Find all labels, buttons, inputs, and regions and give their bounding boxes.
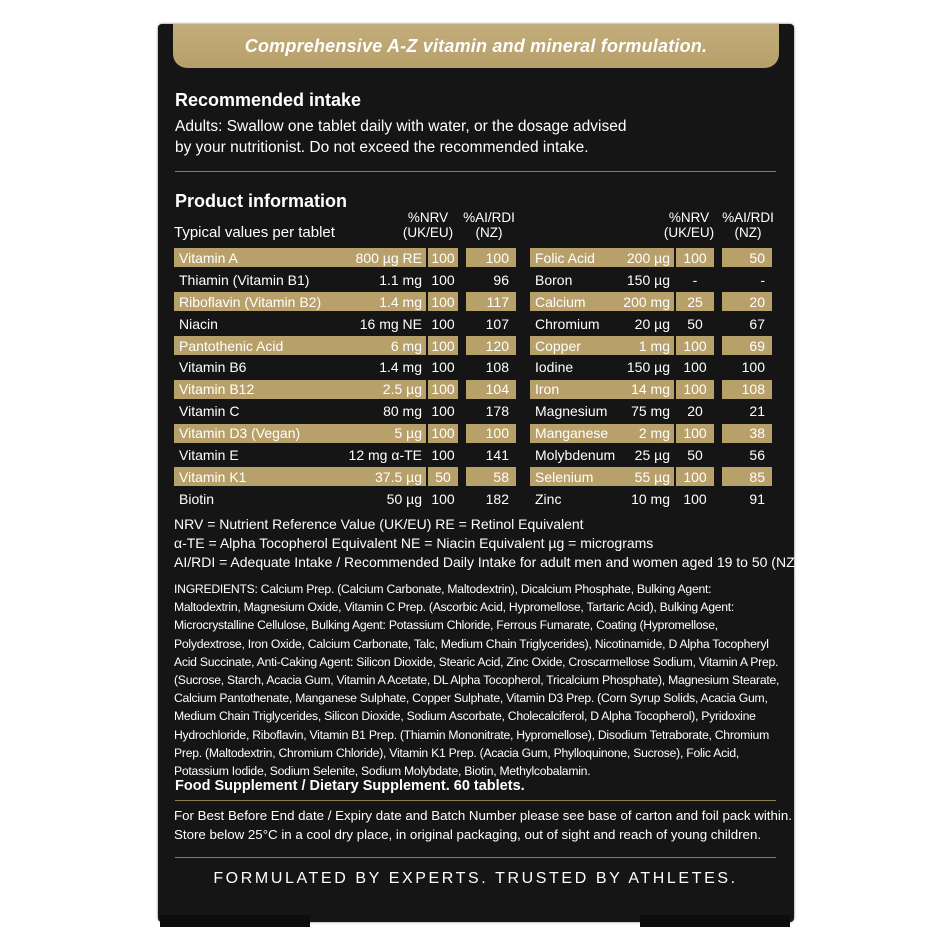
- ai-rdi-value: 69: [722, 336, 772, 355]
- storage-info: [174, 806, 792, 844]
- nutrient-name-cell: [530, 424, 674, 443]
- nutrient-name: Vitamin B6: [179, 359, 247, 376]
- nutrient-row: [530, 335, 772, 357]
- nutrient-row: [174, 269, 516, 291]
- nutrient-row: [174, 335, 516, 357]
- nutrient-amount: 12 mg α-TE: [348, 446, 422, 463]
- nutrient-table-left: [174, 247, 516, 510]
- nutrient-name-cell: [530, 270, 674, 289]
- nutrient-name: Vitamin E: [179, 446, 239, 463]
- nutrient-amount: 150 µg: [626, 359, 670, 376]
- ingredients-text: INGREDIENTS: Calcium Prep. (Calcium Carbonate, Maltodextrin), Dicalcium Phosphate, Bulking Agent: Maltodextrin, Magnesium Oxide, Vitamin C Prep. (Ascorbic Acid, Hypromellose, Tartaric Acid), Bulking Agent: Microcrystalline Cellulose, Bulking Agent: Potassium Chloride, Ferrous Fumarate, Coating (Hypromellose, Polydextrose, Iron Oxide, Calcium Carbonate, Talc, Medium Chain Triglycerides), Nicotinamide, D Alpha Tocopheryl Acid Succinate, Anti-Caking Agent: Silicon Dioxide, Stearic Acid, Zinc Oxide, Croscarmellose Sodium, Vitamin A Prep. (Sucrose, Starch, Acacia Gum, Vitamin A Acetate, DL Alpha Tocopherol, Tricalcium Phosphate), Magnesium Stearate, Calcium Pantothenate, Manganese Sulphate, Copper Sulphate, Vitamin D3 Prep. (Corn Syrup Solids, Acacia Gum, Medium Chain Triglycerides, Silicon Dioxide, Sodium Ascorbate, Cholecalciferol, D Alpha Tocopherol), Pyridoxine Hydrochloride, Riboflavin, Vitamin B1 Prep. (Thiamin Mononitrate, Hypromellose), Disodium Tetraborate, Chromium Prep. (Maltodextrin, Chromium Chloride), Vitamin K1 Prep. (Acacia Gum, Phylloquinone, Sucrose), Folic Acid, Potassium Iodide, Sodium Selenite, Sodium Molybdate, Biotin, Methylcobalamin.: [174, 582, 780, 779]
- nutrient-name-cell: [174, 489, 426, 508]
- divider: [175, 800, 776, 801]
- nutrient-name: Vitamin D3 (Vegan): [179, 425, 301, 442]
- nutrient-amount: 5 µg: [394, 425, 422, 442]
- ai-rdi-value: 58: [466, 467, 516, 486]
- ai-rdi-value: 117: [466, 292, 516, 311]
- storage-line-1: For Best Before End date / Expiry date and Batch Number please see base of carton and foil pack within.: [174, 808, 792, 823]
- nutrient-name: Calcium: [535, 293, 586, 310]
- nutrient-amount: 1.1 mg: [379, 271, 422, 288]
- headline-banner: Comprehensive A-Z vitamin and mineral formulation.: [173, 24, 779, 68]
- nutrient-name-cell: [530, 358, 674, 377]
- ai-rdi-value: 108: [722, 380, 772, 399]
- nrv-column-header-left: [395, 210, 461, 240]
- nrv-value: 50: [428, 467, 458, 486]
- nutrient-name-cell: [174, 248, 426, 267]
- nutrient-row: [174, 466, 516, 488]
- nutrient-name: Iodine: [535, 359, 574, 376]
- nrv-value: 100: [431, 315, 455, 332]
- nutrient-name-cell: [174, 424, 426, 443]
- nutrient-row: [174, 378, 516, 400]
- nutrient-name-cell: [174, 467, 426, 486]
- ai-rdi-value: 56: [749, 446, 765, 463]
- nutrient-amount: 50 µg: [386, 490, 422, 507]
- nutrient-amount: 2 mg: [638, 425, 670, 442]
- nutrient-name: Biotin: [179, 490, 215, 507]
- storage-line-2: Store below 25°C in a cool dry place, in original packaging, out of sight and reach of young children.: [174, 827, 762, 842]
- nutrient-name: Vitamin C: [179, 403, 240, 420]
- product-information-heading: Product information: [175, 191, 347, 211]
- nutrient-amount: 37.5 µg: [375, 468, 422, 485]
- ai-rdi-value: 100: [466, 248, 516, 267]
- nutrient-amount: 1.4 mg: [379, 293, 422, 310]
- nutrient-amount: 10 mg: [631, 490, 670, 507]
- nrv-value: 100: [428, 380, 458, 399]
- typical-values-label: Typical values per tablet: [174, 224, 335, 241]
- nutrient-table-right: [530, 247, 772, 510]
- divider: [175, 857, 776, 858]
- ai-header-line-2: (NZ): [734, 225, 762, 240]
- abbreviation-notes: [174, 515, 799, 572]
- nutrient-name-cell: [174, 314, 426, 333]
- nutrient-name-cell: [530, 467, 674, 486]
- nutrient-name: Riboflavin (Vitamin B2): [179, 293, 322, 310]
- nutrient-row: [174, 422, 516, 444]
- nrv-value: 100: [431, 271, 455, 288]
- nutrient-row: [530, 400, 772, 422]
- nutrient-name-cell: [530, 402, 674, 421]
- ai-rdi-value: 178: [485, 403, 509, 420]
- nutrient-row: [174, 291, 516, 313]
- nutrient-amount: 14 mg: [631, 381, 670, 398]
- recommended-intake-text: [175, 116, 745, 158]
- nrv-column-header-right: [656, 210, 722, 240]
- nutrient-name-cell: [530, 445, 674, 464]
- ai-column-header-right: [714, 210, 782, 240]
- nrv-value: 100: [428, 248, 458, 267]
- ai-header-line-2: (NZ): [475, 225, 503, 240]
- ai-rdi-value: 108: [485, 359, 509, 376]
- ai-header-line-1: %AI/RDI: [463, 210, 515, 225]
- nutrient-amount: 80 mg: [383, 403, 422, 420]
- nutrient-row: [174, 313, 516, 335]
- ai-rdi-value: 141: [485, 446, 509, 463]
- ai-rdi-value: 21: [749, 403, 765, 420]
- nutrient-row: [174, 444, 516, 466]
- nutrient-name-cell: [530, 248, 674, 267]
- nutrient-name: Pantothenic Acid: [179, 337, 284, 354]
- nutrient-name: Magnesium: [535, 403, 608, 420]
- nutrient-row: [174, 247, 516, 269]
- nrv-value: 100: [431, 490, 455, 507]
- ai-rdi-value: 100: [466, 424, 516, 443]
- nutrient-row: [530, 466, 772, 488]
- ai-rdi-value: 182: [485, 490, 509, 507]
- nutrient-row: [174, 488, 516, 510]
- ai-rdi-value: 104: [466, 380, 516, 399]
- nrv-value: 100: [431, 403, 455, 420]
- nutrient-amount: 16 mg NE: [359, 315, 422, 332]
- nutrient-name-cell: [174, 270, 426, 289]
- nutrient-amount: 6 mg: [390, 337, 422, 354]
- nutrient-row: [530, 378, 772, 400]
- nrv-header-line-1: %NRV: [407, 210, 449, 225]
- ai-rdi-value: 107: [485, 315, 509, 332]
- ai-rdi-value: 100: [741, 359, 765, 376]
- nutrient-name-cell: [530, 380, 674, 399]
- nutrient-name-cell: [530, 292, 674, 311]
- nutrient-name: Iron: [535, 381, 560, 398]
- nrv-value: 100: [676, 467, 714, 486]
- ai-rdi-value: 85: [722, 467, 772, 486]
- tagline: FORMULATED BY EXPERTS. TRUSTED BY ATHLETES.: [213, 870, 738, 887]
- ai-rdi-value: 96: [493, 271, 509, 288]
- nutrient-name: Thiamin (Vitamin B1): [179, 271, 310, 288]
- nutrient-row: [530, 488, 772, 510]
- ai-rdi-value: 38: [722, 424, 772, 443]
- nutrient-name: Manganese: [535, 425, 609, 442]
- divider: [175, 171, 776, 172]
- nrv-header-line-1: %NRV: [668, 210, 710, 225]
- nutrient-row: [530, 247, 772, 269]
- nutrient-amount: 200 mg: [623, 293, 670, 310]
- nrv-value: 100: [428, 424, 458, 443]
- nutrient-name: Folic Acid: [535, 249, 595, 266]
- ai-rdi-value: 67: [749, 315, 765, 332]
- nutrient-name: Niacin: [179, 315, 218, 332]
- nrv-value: 100: [683, 490, 707, 507]
- nutrient-row: [530, 356, 772, 378]
- nutrient-amount: 200 µg: [626, 249, 670, 266]
- nutrient-name-cell: [530, 336, 674, 355]
- nrv-value: 100: [676, 380, 714, 399]
- nrv-value: 25: [676, 292, 714, 311]
- nutrient-name-cell: [530, 314, 674, 333]
- nrv-header-line-2: (UK/EU): [663, 225, 715, 240]
- nutrient-name-cell: [174, 380, 426, 399]
- nrv-value: 50: [687, 446, 703, 463]
- nutrient-name: Selenium: [535, 468, 594, 485]
- nrv-value: 100: [428, 336, 458, 355]
- nutrient-row: [530, 313, 772, 335]
- nutrient-amount: 1 mg: [638, 337, 670, 354]
- nutrient-name-cell: [174, 402, 426, 421]
- notes-line-3: AI/RDI = Adequate Intake / Recommended Daily Intake for adult men and women aged 19 to 50 (NZ): [174, 554, 800, 570]
- nutrient-name: Molybdenum: [535, 446, 616, 463]
- nrv-value: -: [692, 271, 698, 288]
- ai-rdi-value: 20: [722, 292, 772, 311]
- nrv-value: 100: [676, 424, 714, 443]
- supplement-statement: Food Supplement / Dietary Supplement. 60 tablets.: [175, 778, 525, 794]
- ai-rdi-value: 50: [722, 248, 772, 267]
- nutrient-amount: 75 mg: [631, 403, 670, 420]
- nutrient-row: [530, 422, 772, 444]
- nutrient-amount: 2.5 µg: [382, 381, 422, 398]
- nutrient-name-cell: [530, 489, 674, 508]
- nutrient-row: [530, 269, 772, 291]
- nutrient-row: [530, 444, 772, 466]
- notes-line-2: α-TE = Alpha Tocopherol Equivalent NE = Niacin Equivalent µg = micrograms: [174, 535, 654, 551]
- nutrient-amount: 20 µg: [634, 315, 670, 332]
- nutrient-name: Boron: [535, 271, 573, 288]
- nrv-value: 100: [431, 359, 455, 376]
- ai-column-header-left: [455, 210, 523, 240]
- nrv-header-line-2: (UK/EU): [402, 225, 454, 240]
- nutrient-name-cell: [174, 358, 426, 377]
- nutrient-name: Chromium: [535, 315, 600, 332]
- nrv-value: 100: [676, 336, 714, 355]
- nutrient-name-cell: [174, 336, 426, 355]
- nutrient-amount: 55 µg: [634, 468, 670, 485]
- nrv-value: 50: [687, 315, 703, 332]
- nrv-value: 100: [683, 359, 707, 376]
- nutrient-amount: 150 µg: [626, 271, 670, 288]
- recommended-intake-heading: Recommended intake: [175, 90, 362, 110]
- nutrient-row: [530, 291, 772, 313]
- nrv-value: 100: [428, 292, 458, 311]
- nutrient-amount: 1.4 mg: [379, 359, 422, 376]
- nutrient-name: Vitamin A: [179, 249, 238, 266]
- nrv-value: 100: [676, 248, 714, 267]
- nutrient-name: Vitamin K1: [179, 468, 247, 485]
- nrv-value: 20: [687, 403, 703, 420]
- ai-rdi-value: 91: [749, 490, 765, 507]
- nutrient-name: Zinc: [535, 490, 562, 507]
- nutrient-name: Copper: [535, 337, 581, 354]
- nutrient-name: Vitamin B12: [179, 381, 255, 398]
- ai-rdi-value: 120: [466, 336, 516, 355]
- nutrient-row: [174, 356, 516, 378]
- nrv-value: 100: [431, 446, 455, 463]
- nutrient-row: [174, 400, 516, 422]
- ai-rdi-value: -: [760, 271, 765, 288]
- notes-line-1: NRV = Nutrient Reference Value (UK/EU) RE = Retinol Equivalent: [174, 516, 584, 532]
- ai-header-line-1: %AI/RDI: [722, 210, 774, 225]
- intake-line-1: Adults: Swallow one tablet daily with water, or the dosage advised: [175, 118, 627, 135]
- nutrient-name-cell: [174, 292, 426, 311]
- carton-flap-right: [640, 915, 790, 927]
- nutrient-amount: 25 µg: [634, 446, 670, 463]
- nutrient-name-cell: [174, 445, 426, 464]
- intake-line-2: by your nutritionist. Do not exceed the recommended intake.: [175, 139, 589, 156]
- carton-flap-left: [160, 915, 310, 927]
- nutrient-amount: 800 µg RE: [355, 249, 422, 266]
